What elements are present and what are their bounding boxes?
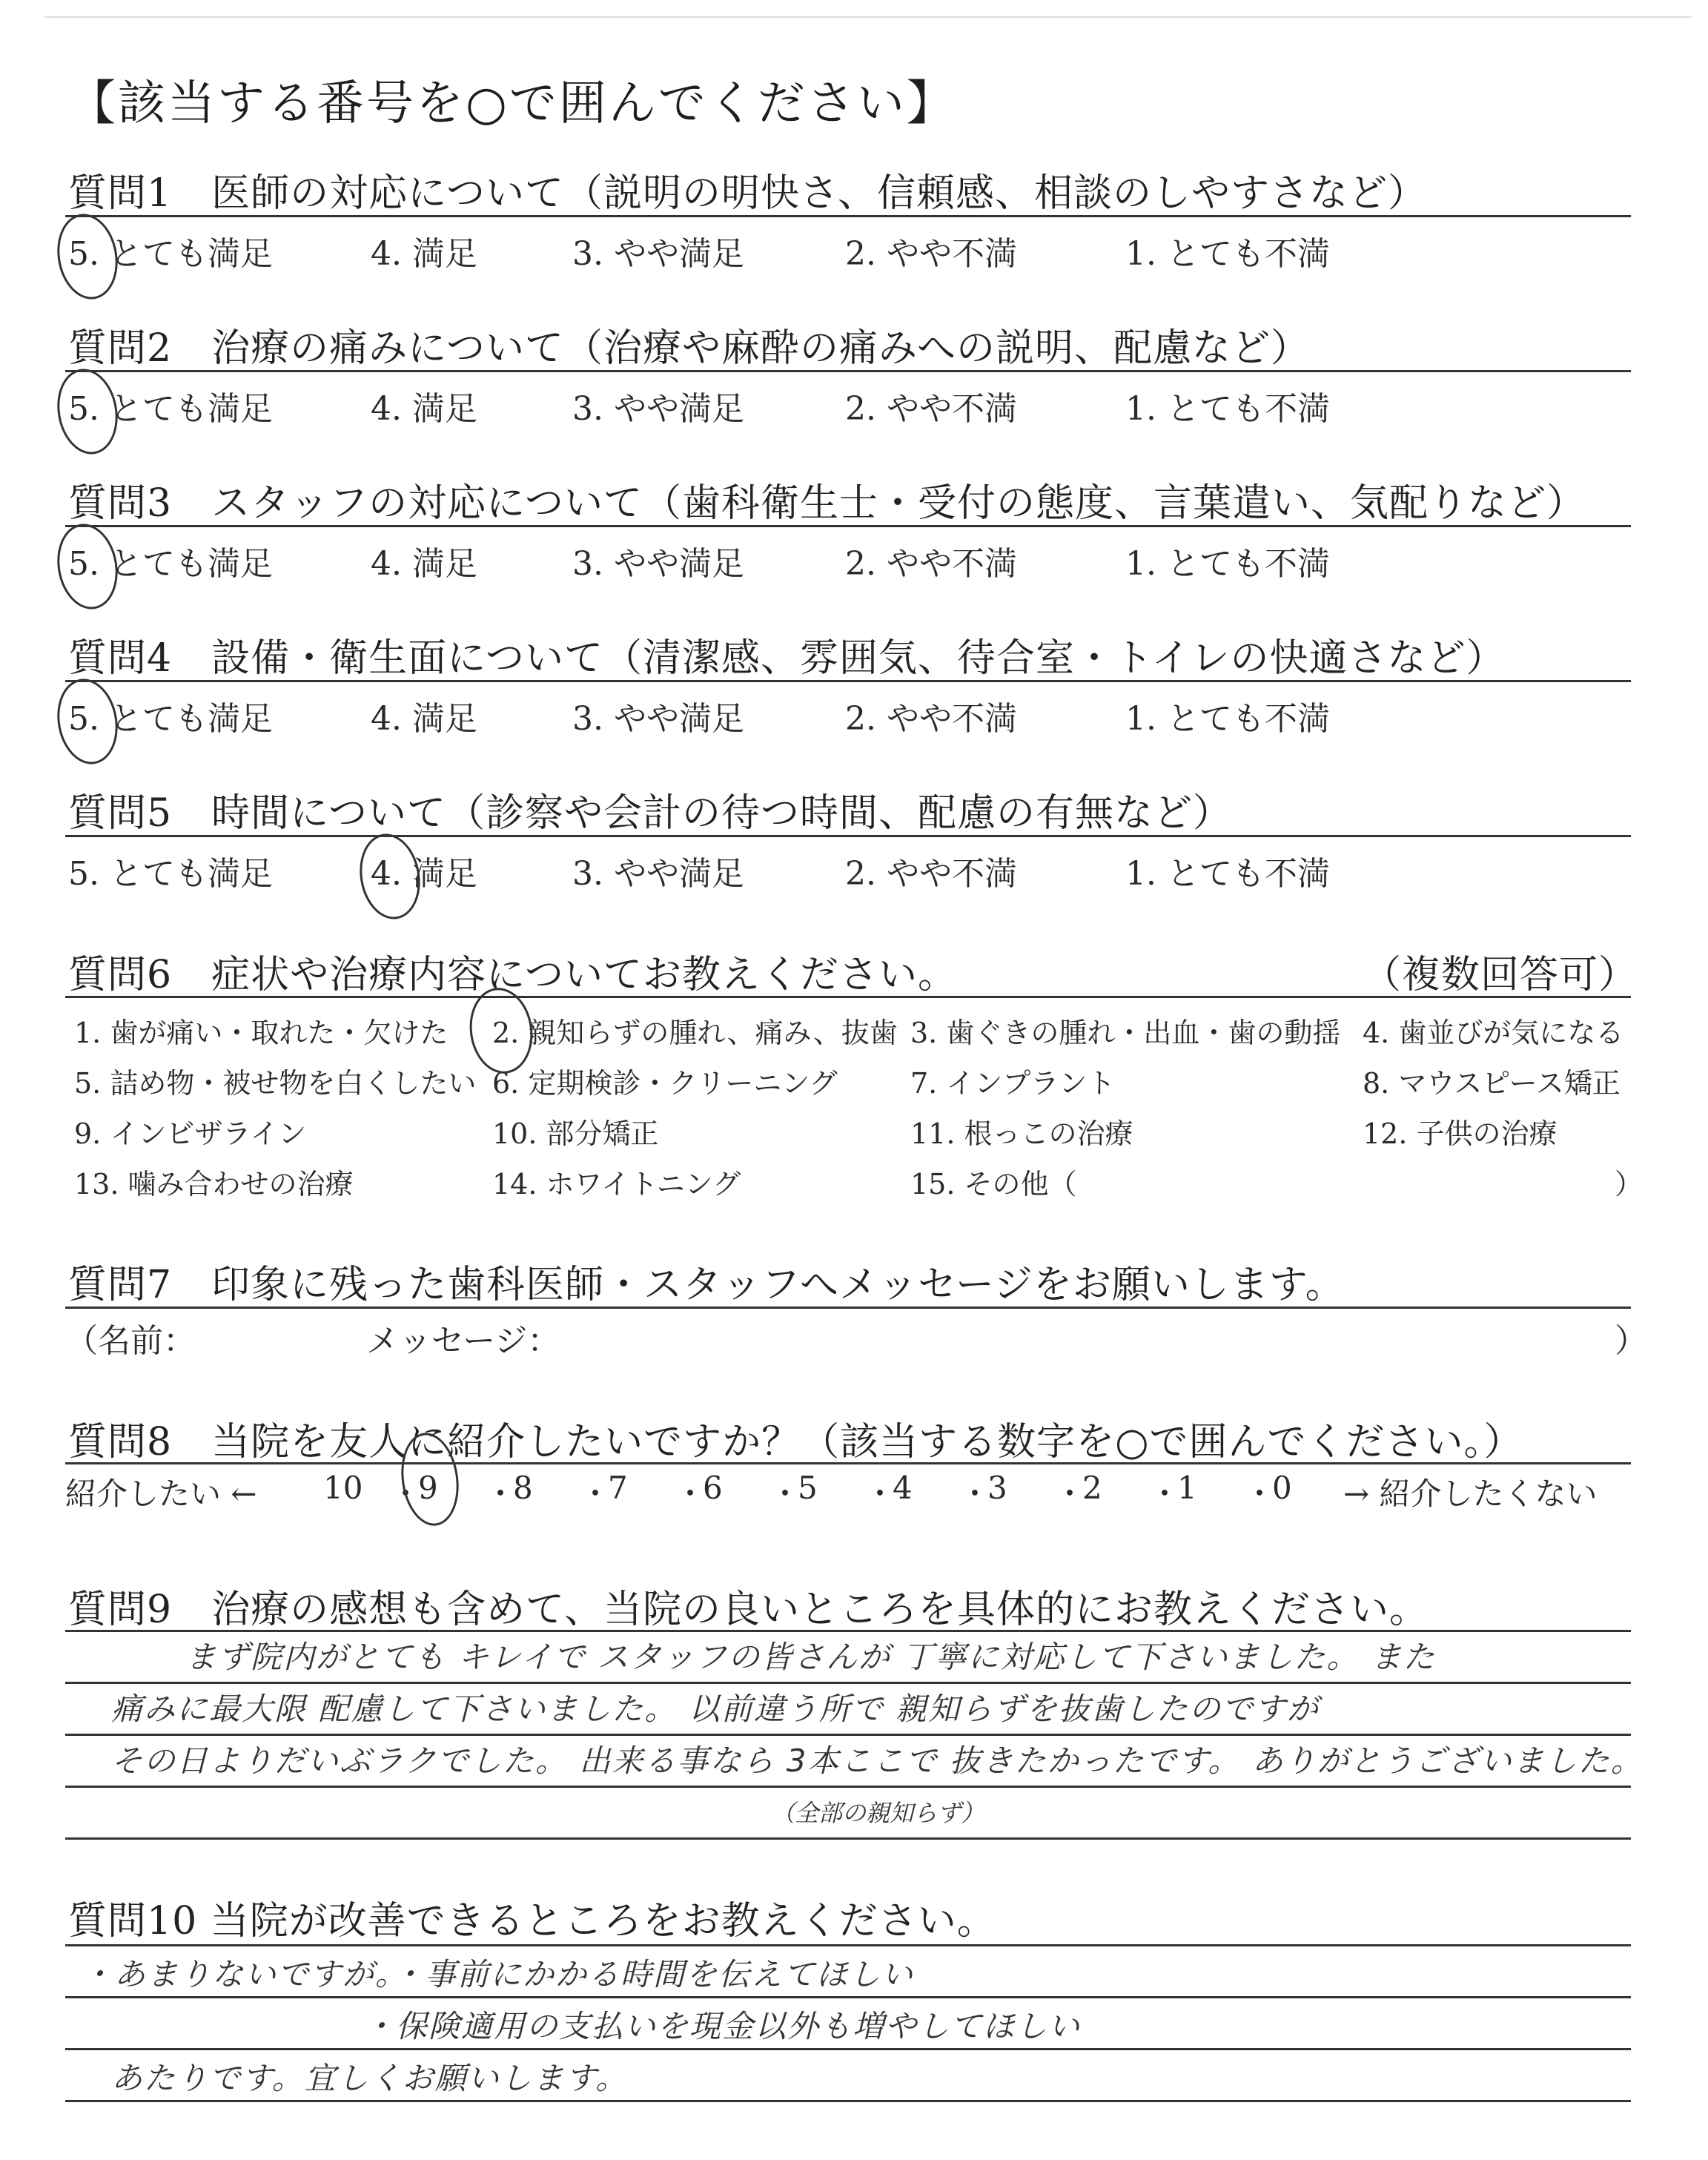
q5-selected-circle xyxy=(354,829,427,924)
q6-option-7[interactable]: 7. インプラント xyxy=(910,1067,1116,1100)
q3-rule xyxy=(65,525,1631,527)
q9-answer-line-1: まず院内がとても キレイで スタッフの皆さんが 丁寧に対応して下さいました。 また xyxy=(185,1639,1436,1675)
q6-option-15[interactable]: 15. その他（ xyxy=(910,1168,1077,1200)
q3-option-3[interactable]: 3. やや満足 xyxy=(572,545,744,583)
q1-selected-circle xyxy=(51,209,125,304)
q6-option-4[interactable]: 4. 歯並びが気になる xyxy=(1363,1017,1624,1049)
q9-rule-2 xyxy=(65,1682,1631,1684)
q4-rule xyxy=(65,680,1631,682)
q8-rule xyxy=(65,1462,1631,1464)
q8-scale-separator: ・ xyxy=(675,1476,706,1512)
q2-option-1[interactable]: 1. とても不満 xyxy=(1125,390,1330,428)
q6-option-9[interactable]: 9. インビザライン xyxy=(74,1117,307,1150)
q4-selected-circle xyxy=(51,674,125,769)
q6-option-8[interactable]: 8. マウスピース矯正 xyxy=(1363,1067,1621,1100)
q8-scale-separator: ・ xyxy=(1244,1476,1276,1512)
q8-scale-6[interactable]: 6 xyxy=(703,1470,723,1506)
q9-answer-line-2: 痛みに最大限 配慮して下さいました。 以前違う所で 親知らずを抜歯したのですが xyxy=(111,1691,1320,1727)
q5-option-3[interactable]: 3. やや満足 xyxy=(572,855,744,893)
q8-scale-8[interactable]: 8 xyxy=(513,1470,533,1506)
q5-option-5[interactable]: 5. とても満足 xyxy=(68,855,273,893)
q2-option-3[interactable]: 3. やや満足 xyxy=(572,390,744,428)
q8-scale-separator: ・ xyxy=(1149,1476,1181,1512)
q6-other-close-paren: ） xyxy=(1615,1168,1644,1200)
q4-option-2[interactable]: 2. やや不満 xyxy=(845,700,1017,738)
q9-rule-4 xyxy=(65,1786,1631,1788)
q4-option-3[interactable]: 3. やや満足 xyxy=(572,700,744,738)
q9-rule-5 xyxy=(65,1837,1631,1840)
q2-option-5[interactable]: 5. とても満足 xyxy=(68,390,273,428)
q8-scale-9[interactable]: 9 xyxy=(418,1470,438,1506)
q10-rule-1 xyxy=(65,1944,1631,1946)
q10-rule-3 xyxy=(65,2048,1631,2050)
q6-option-11[interactable]: 11. 根っこの治療 xyxy=(910,1117,1133,1150)
q6-option-5[interactable]: 5. 詰め物・被せ物を白くしたい xyxy=(74,1067,477,1100)
q6-option-3[interactable]: 3. 歯ぐきの腫れ・出血・歯の動揺 xyxy=(910,1017,1341,1049)
q3-option-2[interactable]: 2. やや不満 xyxy=(845,545,1017,583)
q4-title: 質問4 設備・衛生面について（清潔感、雰囲気、待合室・トイレの快適さなど） xyxy=(68,636,1506,681)
q7-message-label: メッセージ： xyxy=(366,1322,560,1360)
q3-option-1[interactable]: 1. とても不満 xyxy=(1125,545,1330,583)
q9-answer-note: （全部の親知らず） xyxy=(771,1799,985,1827)
q10-rule-4 xyxy=(65,2100,1631,2102)
q6-option-10[interactable]: 10. 部分矯正 xyxy=(492,1117,659,1150)
q8-scale-separator: ・ xyxy=(580,1476,612,1512)
q2-title: 質問2 治療の痛みについて（治療や麻酔の痛みへの説明、配慮など） xyxy=(68,326,1311,371)
q7-title: 質問7 印象に残った歯科医師・スタッフへメッセージをお願いします。 xyxy=(68,1263,1345,1307)
q6-note: （複数回答可） xyxy=(1363,953,1638,997)
q10-rule-2 xyxy=(65,1996,1631,1998)
q1-title: 質問1 医師の対応について（説明の明快さ、信頼感、相談のしやすさなど） xyxy=(68,171,1427,216)
q5-option-4[interactable]: 4. 満足 xyxy=(371,855,477,893)
q5-rule xyxy=(65,835,1631,837)
q9-title: 質問9 治療の感想も含めて、当院の良いところを具体的にお教えください。 xyxy=(68,1588,1429,1632)
q8-scale-separator: ・ xyxy=(769,1476,801,1512)
q3-selected-circle xyxy=(51,519,125,614)
q8-scale-0[interactable]: 0 xyxy=(1272,1470,1292,1506)
q10-answer-line-2: ・保険適用の支払いを現金以外も増やしてほしい xyxy=(363,2008,1082,2044)
q7-close-paren: ） xyxy=(1615,1322,1647,1360)
q6-option-12[interactable]: 12. 子供の治療 xyxy=(1363,1117,1558,1150)
q4-option-5[interactable]: 5. とても満足 xyxy=(68,700,273,738)
q6-option-6[interactable]: 6. 定期検診・クリーニング xyxy=(492,1067,838,1100)
q1-option-5[interactable]: 5. とても満足 xyxy=(68,235,273,273)
q8-scale-7[interactable]: 7 xyxy=(608,1470,628,1506)
q8-scale-separator: ・ xyxy=(959,1476,991,1512)
q9-answer-line-3: その日よりだいぶラクでした。 出来る事なら 3本ここで 抜きたかったです。 ありがとうございました。 xyxy=(111,1743,1644,1779)
q1-rule xyxy=(65,215,1631,217)
q5-title: 質問5 時間について（診察や会計の待つ時間、配慮の有無など） xyxy=(68,791,1233,836)
q9-rule-3 xyxy=(65,1734,1631,1736)
q8-left-label: 紹介したい ← xyxy=(65,1476,257,1512)
q8-scale-3[interactable]: 3 xyxy=(987,1470,1007,1506)
page-title: 【該当する番号を○で囲んでください】 xyxy=(68,76,956,131)
q3-option-5[interactable]: 5. とても満足 xyxy=(68,545,273,583)
q3-option-4[interactable]: 4. 満足 xyxy=(371,545,477,583)
q4-option-4[interactable]: 4. 満足 xyxy=(371,700,477,738)
q8-right-label: → 紹介したくない xyxy=(1343,1476,1598,1512)
q8-scale-10[interactable]: 10 xyxy=(323,1470,363,1506)
q2-option-2[interactable]: 2. やや不満 xyxy=(845,390,1017,428)
q1-option-3[interactable]: 3. やや満足 xyxy=(572,235,744,273)
q10-answer-line-1: ・あまりないですが。・事前にかかる時間を伝えてほしい xyxy=(82,1956,915,1992)
q6-option-1[interactable]: 1. 歯が痛い・取れた・欠けた xyxy=(74,1017,448,1049)
q3-title: 質問3 スタッフの対応について（歯科衛生士・受付の態度、言葉遣い、気配りなど） xyxy=(68,481,1586,526)
q8-title: 質問8 当院を友人に紹介したいですか？（該当する数字を○で囲んでください。） xyxy=(68,1420,1523,1464)
q8-scale-4[interactable]: 4 xyxy=(893,1470,913,1506)
q10-title: 質問10 当院が改善できるところをお教えください。 xyxy=(68,1899,996,1943)
q1-option-4[interactable]: 4. 満足 xyxy=(371,235,477,273)
q5-option-1[interactable]: 1. とても不満 xyxy=(1125,855,1330,893)
q8-scale-1[interactable]: 1 xyxy=(1177,1470,1197,1506)
q6-title: 質問6 症状や治療内容についてお教えください。 xyxy=(68,953,958,997)
q10-answer-line-3: あたりです。宜しくお願いします。 xyxy=(111,2060,629,2096)
q1-option-1[interactable]: 1. とても不満 xyxy=(1125,235,1330,273)
q8-scale-2[interactable]: 2 xyxy=(1082,1470,1102,1506)
q2-selected-circle xyxy=(51,364,125,459)
q8-scale-separator: ・ xyxy=(864,1476,896,1512)
q8-scale-separator: ・ xyxy=(485,1476,517,1512)
q1-option-2[interactable]: 2. やや不満 xyxy=(845,235,1017,273)
q8-scale-separator: ・ xyxy=(1054,1476,1086,1512)
q8-scale-separator: ・ xyxy=(390,1476,422,1512)
q5-option-2[interactable]: 2. やや不満 xyxy=(845,855,1017,893)
q8-scale-5[interactable]: 5 xyxy=(798,1470,818,1506)
q6-rule xyxy=(65,996,1631,998)
top-border xyxy=(44,16,1692,18)
q7-rule xyxy=(65,1307,1631,1309)
q6-option-13[interactable]: 13. 噛み合わせの治療 xyxy=(74,1168,354,1200)
q6-option-14[interactable]: 14. ホワイトニング xyxy=(492,1168,741,1200)
q4-option-1[interactable]: 1. とても不満 xyxy=(1125,700,1330,738)
q2-rule xyxy=(65,370,1631,372)
q6-option-2[interactable]: 2. 親知らずの腫れ、痛み、抜歯 xyxy=(492,1017,898,1049)
q9-rule-1 xyxy=(65,1630,1631,1632)
q2-option-4[interactable]: 4. 満足 xyxy=(371,390,477,428)
q7-name-label: （名前： xyxy=(65,1322,196,1360)
